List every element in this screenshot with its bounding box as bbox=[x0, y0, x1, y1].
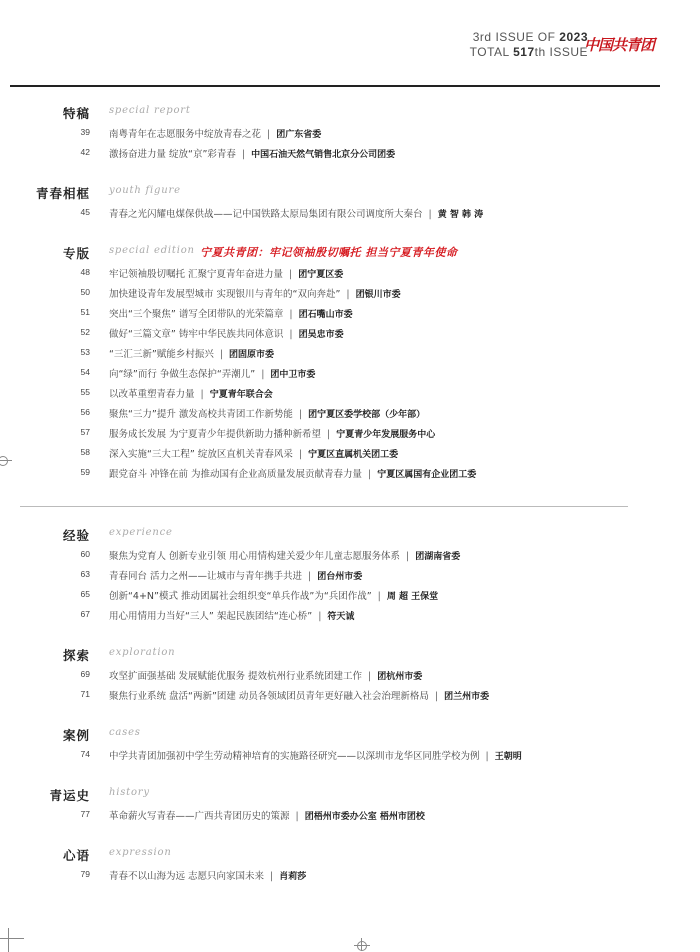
article-author: 宁夏区属国有企业团工委 bbox=[377, 470, 477, 480]
page-number: 69 bbox=[80, 669, 90, 679]
page-number: 57 bbox=[80, 427, 90, 437]
separator: | bbox=[261, 369, 265, 380]
total-issue-label: ISSUE bbox=[549, 45, 588, 59]
toc-entry[interactable] bbox=[0, 668, 700, 682]
toc-entry[interactable] bbox=[0, 748, 700, 762]
toc-entry[interactable] bbox=[0, 306, 700, 320]
toc-entry[interactable] bbox=[0, 286, 700, 300]
section-title-en: youth figure bbox=[109, 185, 181, 196]
section-heading bbox=[0, 244, 700, 260]
total-label: TOTAL bbox=[469, 45, 510, 59]
issue-suffix: rd bbox=[479, 30, 492, 44]
page-number: 71 bbox=[80, 689, 90, 699]
page-number: 79 bbox=[80, 869, 90, 879]
page-number: 56 bbox=[80, 407, 90, 417]
entry-text bbox=[109, 548, 460, 562]
section-heading bbox=[0, 104, 700, 120]
entry-text bbox=[109, 406, 425, 420]
entry-text bbox=[109, 206, 483, 220]
separator: | bbox=[318, 611, 322, 622]
article-author: 团台州市委 bbox=[317, 572, 363, 582]
section-heading bbox=[0, 786, 700, 802]
article-title: 以改革重塑青春力量 bbox=[109, 389, 195, 400]
toc-entry[interactable] bbox=[0, 346, 700, 360]
toc-entry[interactable] bbox=[0, 426, 700, 440]
section-title-en: expression bbox=[109, 847, 172, 858]
separator: | bbox=[289, 269, 293, 280]
entry-text bbox=[109, 346, 274, 360]
entry-text bbox=[109, 126, 321, 140]
entry-text bbox=[109, 146, 395, 160]
entry-text bbox=[109, 366, 315, 380]
article-author: 团杭州市委 bbox=[377, 672, 423, 682]
magazine-logo: 中国共青团 bbox=[583, 36, 654, 54]
separator: | bbox=[267, 129, 271, 140]
page-number: 55 bbox=[80, 387, 90, 397]
article-title: 青春同台 活力之州——让城市与青年携手共进 bbox=[109, 571, 303, 582]
article-author: 团中卫市委 bbox=[270, 370, 316, 380]
page-number: 50 bbox=[80, 287, 90, 297]
article-author: 团湖南省委 bbox=[415, 552, 461, 562]
entry-text bbox=[109, 688, 489, 702]
separator: | bbox=[298, 449, 303, 460]
separator: | bbox=[298, 409, 303, 420]
section-title-cn: 探索 bbox=[62, 648, 90, 663]
page-number: 65 bbox=[80, 589, 90, 599]
toc-entry[interactable] bbox=[0, 568, 700, 582]
article-author: 团吴忠市委 bbox=[298, 330, 344, 340]
toc-entry[interactable] bbox=[0, 366, 700, 380]
page-number: 52 bbox=[80, 327, 90, 337]
section-title-en: special report bbox=[109, 105, 191, 116]
article-title: 深入实施“三大工程” 绽放区直机关青春风采 bbox=[109, 449, 293, 460]
issue-year: 2023 bbox=[559, 30, 588, 44]
section-heading bbox=[0, 726, 700, 742]
article-author: 团宁夏区委 bbox=[298, 270, 344, 280]
entry-text bbox=[109, 326, 344, 340]
total-number: 517 bbox=[513, 45, 535, 59]
page-number: 51 bbox=[80, 307, 90, 317]
article-author: 团广东省委 bbox=[276, 130, 322, 140]
separator: | bbox=[428, 209, 432, 220]
article-title: 青春不以山海为远 志愿只向家国未来 bbox=[109, 871, 265, 882]
entry-text bbox=[109, 868, 306, 882]
article-title: 突出“三个聚焦” 谱写全团带队的光荣篇章 bbox=[109, 309, 284, 320]
separator: | bbox=[327, 429, 331, 440]
registration-mark-left bbox=[0, 456, 12, 466]
entry-text bbox=[109, 748, 522, 762]
section-title-en: exploration bbox=[109, 647, 176, 658]
toc-entry[interactable] bbox=[0, 146, 700, 160]
article-author: 中国石油天然气销售北京分公司团委 bbox=[251, 150, 396, 160]
separator: | bbox=[368, 469, 372, 480]
toc-entry[interactable] bbox=[0, 326, 700, 340]
toc-entry[interactable] bbox=[0, 588, 700, 602]
article-author: 团梧州市委办公室 梧州市团校 bbox=[304, 812, 425, 822]
article-title: 牢记领袖殷切嘱托 汇聚宁夏青年奋进力量 bbox=[109, 269, 284, 280]
article-author: 团银川市委 bbox=[355, 290, 401, 300]
article-author: 肖莉莎 bbox=[279, 872, 307, 882]
article-title: 青春之光闪耀电煤保供战——记中国铁路太原局集团有限公司调度所大秦台 bbox=[109, 209, 423, 220]
article-title: “三汇三新”赋能乡村振兴 bbox=[109, 349, 214, 360]
page-number: 45 bbox=[80, 207, 90, 217]
article-author: 团固原市委 bbox=[229, 350, 275, 360]
article-author: 宁夏区直属机关团工委 bbox=[308, 450, 399, 460]
registration-mark-bottom bbox=[354, 938, 370, 951]
separator: | bbox=[406, 551, 410, 562]
separator: | bbox=[270, 871, 274, 882]
article-author: 宁夏青年联合会 bbox=[209, 390, 273, 400]
entry-text bbox=[109, 266, 343, 280]
entry-text bbox=[109, 386, 273, 400]
section-title-cn: 特稿 bbox=[62, 106, 90, 121]
article-title: 攻坚扩面强基础 发展赋能优服务 提效杭州行业系统团建工作 bbox=[109, 671, 363, 682]
section-title-cn: 经验 bbox=[62, 528, 90, 543]
toc-entry[interactable] bbox=[0, 446, 700, 460]
entry-text bbox=[109, 446, 398, 460]
toc-entry[interactable] bbox=[0, 126, 700, 140]
section-title-en: history bbox=[109, 787, 150, 798]
section-title-cn: 青运史 bbox=[49, 788, 90, 803]
page-number: 60 bbox=[80, 549, 90, 559]
toc-entry[interactable] bbox=[0, 868, 700, 882]
page-number: 63 bbox=[80, 569, 90, 579]
toc-entry[interactable] bbox=[0, 206, 700, 220]
page-number: 48 bbox=[80, 267, 90, 277]
section-title-en: experience bbox=[109, 527, 173, 538]
section-heading bbox=[0, 526, 700, 542]
article-title: 用心用情用力当好“三人” 架起民族团结“连心桥” bbox=[109, 611, 313, 622]
article-author: 周 超 王保堂 bbox=[386, 592, 439, 602]
separator: | bbox=[368, 671, 372, 682]
article-title: 加快建设青年发展型城市 实现银川与青年的“双向奔赴” bbox=[109, 289, 341, 300]
article-title: 服务成长发展 为宁夏青少年提供新助力播种新希望 bbox=[109, 429, 322, 440]
entry-text bbox=[109, 588, 438, 602]
issue-of-label: ISSUE OF bbox=[495, 30, 556, 44]
toc-entry[interactable] bbox=[0, 266, 700, 280]
separator: | bbox=[289, 329, 293, 340]
section-heading bbox=[0, 846, 700, 862]
entry-text bbox=[109, 286, 401, 300]
article-title: 聚焦为党育人 创新专业引领 用心用情构建关爱少年儿童志愿服务体系 bbox=[109, 551, 401, 562]
issue-info bbox=[470, 30, 588, 60]
section-title-en: cases bbox=[109, 727, 141, 738]
entry-text bbox=[109, 668, 422, 682]
toc-entry[interactable] bbox=[0, 608, 700, 622]
article-title: 做好“三篇文章” 铸牢中华民族共同体意识 bbox=[109, 329, 284, 340]
toc-entry[interactable] bbox=[0, 548, 700, 562]
entry-text bbox=[109, 808, 425, 822]
entry-text bbox=[109, 568, 362, 582]
page-number: 67 bbox=[80, 609, 90, 619]
section-title-en: special edition bbox=[109, 245, 195, 256]
article-author: 团宁夏区委学校部（少年部） bbox=[308, 410, 426, 420]
article-title: 革命薪火写青春——广西共青团历史的策源 bbox=[109, 811, 290, 822]
total-line bbox=[470, 45, 588, 60]
article-author: 团兰州市委 bbox=[444, 692, 490, 702]
separator: | bbox=[219, 349, 224, 360]
article-title: 南粤青年在志愿服务中绽放青春之花 bbox=[109, 129, 262, 140]
article-author: 王朝明 bbox=[494, 752, 522, 762]
issue-line bbox=[470, 30, 588, 45]
page-number: 54 bbox=[80, 367, 90, 377]
issue-number: 3 bbox=[472, 30, 480, 44]
page-number: 53 bbox=[80, 347, 90, 357]
header-divider bbox=[10, 85, 660, 87]
page-number: 39 bbox=[80, 127, 90, 137]
page-number: 59 bbox=[80, 467, 90, 477]
page-number: 77 bbox=[80, 809, 90, 819]
toc-entry[interactable] bbox=[0, 808, 700, 822]
article-title: 激扬奋进力量 绽放“京”彩青春 bbox=[109, 149, 236, 160]
article-title: 中学共青团加强初中学生劳动精神培育的实施路径研究——以深圳市龙华区同胜学校为例 bbox=[109, 751, 480, 762]
separator: | bbox=[289, 309, 293, 320]
article-author: 团石嘴山市委 bbox=[298, 310, 353, 320]
article-author: 符天诚 bbox=[327, 612, 355, 622]
entry-text bbox=[109, 608, 354, 622]
section-heading bbox=[0, 646, 700, 662]
toc-entry[interactable] bbox=[0, 406, 700, 420]
toc-entry[interactable] bbox=[0, 466, 700, 480]
section-title-cn: 专版 bbox=[62, 246, 90, 261]
page-number: 74 bbox=[80, 749, 90, 759]
article-title: 聚焦行业系统 盘活“两新”团建 动员各领域团员青年更好融入社会治理新格局 bbox=[109, 691, 429, 702]
total-suffix: th bbox=[534, 45, 546, 59]
separator: | bbox=[434, 691, 439, 702]
section-heading bbox=[0, 184, 700, 200]
page-number: 42 bbox=[80, 147, 90, 157]
section-title-cn: 案例 bbox=[62, 728, 90, 743]
toc-entry[interactable] bbox=[0, 688, 700, 702]
crop-mark-bottom-left bbox=[0, 928, 24, 951]
section-divider bbox=[20, 506, 628, 507]
separator: | bbox=[295, 811, 299, 822]
section-title-cn: 心语 bbox=[62, 848, 90, 863]
separator: | bbox=[485, 751, 489, 762]
section-feature-title: 宁夏共青团：牢记领袖殷切嘱托 担当宁夏青年使命 bbox=[200, 246, 458, 259]
entry-text bbox=[109, 466, 476, 480]
page-number: 58 bbox=[80, 447, 90, 457]
separator: | bbox=[200, 389, 204, 400]
article-author: 黄 智 韩 涛 bbox=[437, 210, 484, 220]
entry-text bbox=[109, 306, 353, 320]
page-header bbox=[0, 0, 700, 90]
separator: | bbox=[241, 149, 246, 160]
article-title: 向“绿”而行 争做生态保护“弄潮儿” bbox=[109, 369, 256, 380]
article-title: 创新“4+N”模式 推动团属社会组织变“单兵作战”为“兵团作战” bbox=[109, 591, 372, 602]
toc-entry[interactable] bbox=[0, 386, 700, 400]
section-title-cn: 青春相框 bbox=[35, 186, 90, 201]
separator: | bbox=[346, 289, 350, 300]
entry-text bbox=[109, 426, 435, 440]
article-author: 宁夏青少年发展服务中心 bbox=[336, 430, 436, 440]
separator: | bbox=[377, 591, 381, 602]
article-title: 跟党奋斗 冲锋在前 为推动国有企业高质量发展贡献青春力量 bbox=[109, 469, 363, 480]
article-title: 聚焦“三力”提升 激发高校共青团工作新势能 bbox=[109, 409, 293, 420]
separator: | bbox=[308, 571, 312, 582]
